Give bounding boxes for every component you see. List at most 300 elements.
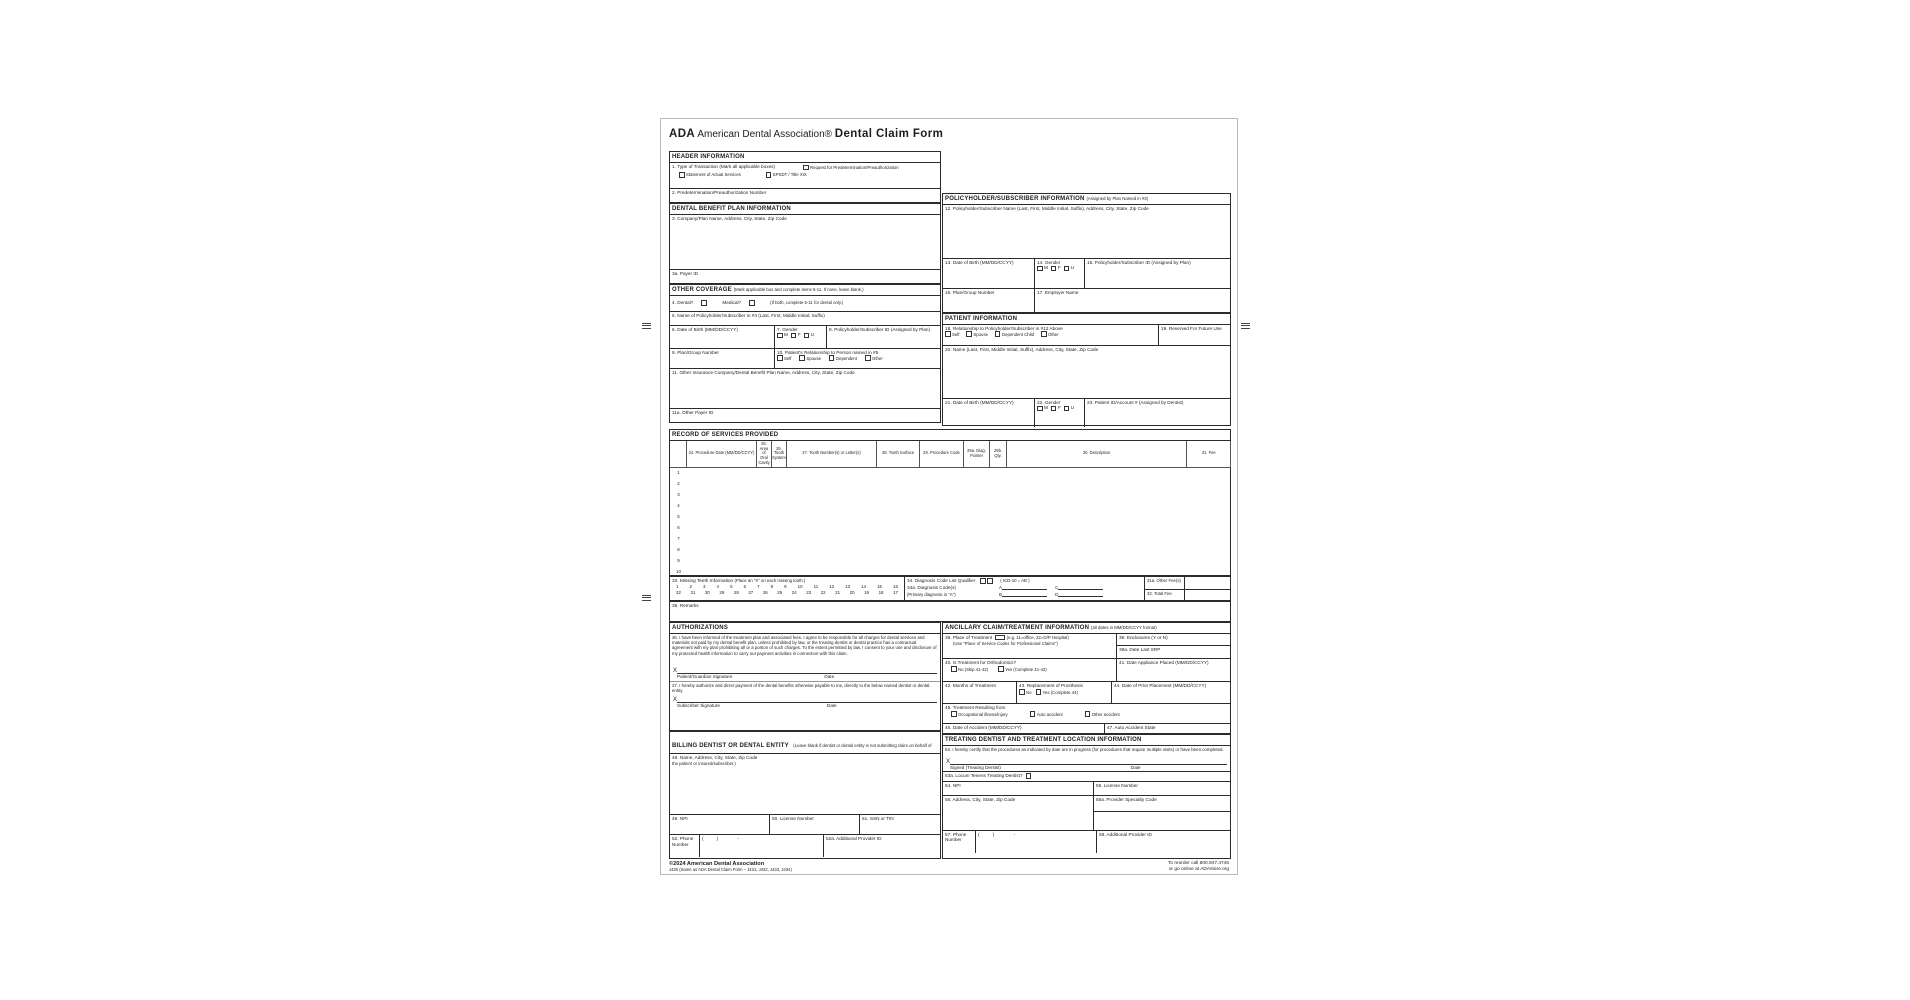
section-note: (Mark applicable box and complete items 5-11. If none, leave blank.): [733, 286, 864, 292]
cell-diag-pointer[interactable]: [964, 556, 990, 567]
section-policyholder: [942, 193, 1231, 313]
cell-procedure-code[interactable]: [920, 534, 964, 545]
cell-oral-cavity[interactable]: [757, 556, 772, 567]
cell-oral-cavity[interactable]: [757, 468, 772, 479]
cell-tooth-system[interactable]: [772, 501, 787, 512]
field47-label: 47. Auto Accident State: [1107, 724, 1156, 730]
checkbox-other-accident[interactable]: [1085, 711, 1091, 717]
cell-description[interactable]: [1007, 468, 1187, 479]
checkbox-rel-spouse[interactable]: [799, 355, 805, 361]
cell-procedure-code[interactable]: [920, 512, 964, 523]
subscriber-signature-label: Subscriber Signature: [677, 702, 720, 708]
checkbox-rel-dependent[interactable]: [829, 355, 835, 361]
field8-label: 8. Policyholder/Subscriber ID (Assigned by Plan): [829, 326, 931, 332]
cell-description[interactable]: [1007, 545, 1187, 556]
field11a-label: 11a. Other Payer ID: [672, 409, 714, 415]
prosthesis-no-label: No: [1026, 689, 1032, 695]
field58-additional-provider-id[interactable]: [1097, 831, 1230, 853]
field51-ssn-tin[interactable]: [860, 815, 896, 834]
cell-procedure-date[interactable]: [687, 545, 757, 556]
cell-qty[interactable]: [990, 512, 1007, 523]
field1-label: 1. Type of Transaction (Mark all applicable boxes): [672, 163, 776, 169]
field20-patient-name[interactable]: [943, 345, 1230, 398]
field38-use-note: (Use "Place of Service Codes for Professional Claims"): [953, 641, 1058, 647]
date-label: Date: [1130, 764, 1141, 770]
cell-procedure-code[interactable]: [920, 468, 964, 479]
cell-procedure-code[interactable]: [920, 556, 964, 567]
cell-procedure-code[interactable]: [920, 501, 964, 512]
field34a-note: (Primary diagnosis in "A"): [907, 591, 956, 597]
col-25: 25. Area of Oral Cavity: [757, 441, 772, 468]
cell-tooth-system[interactable]: [772, 545, 787, 556]
section-note: (Assigned by Plan Named in #3): [1086, 195, 1149, 201]
cell-qty[interactable]: [990, 468, 1007, 479]
rel-dependent-child-label: Dependent Child: [1001, 331, 1034, 337]
cell-tooth-system[interactable]: [772, 512, 787, 523]
service-row-number: 10: [676, 568, 681, 574]
cell-tooth-surface[interactable]: [877, 523, 920, 534]
gender-m-label: M: [1044, 405, 1048, 411]
checkbox-ortho-yes[interactable]: [998, 666, 1004, 672]
checkbox-predetermination-label: Request for Predetermination/Preauthorization: [810, 164, 899, 170]
field55-label: 55. License Number: [1096, 782, 1138, 788]
cell-tooth-number[interactable]: [787, 512, 877, 523]
section-title: [670, 285, 940, 296]
tooth-number[interactable]: 15: [877, 583, 882, 589]
diag-line-b[interactable]: [1002, 592, 1047, 597]
field43-replacement: [1017, 682, 1112, 703]
cell-fee[interactable]: [1187, 556, 1231, 567]
tooth-number[interactable]: 4: [716, 583, 719, 589]
registration-mark: [642, 322, 651, 330]
checkbox-gender-f[interactable]: [791, 333, 797, 339]
reorder-url: or go online at ADAstore.org: [1168, 867, 1229, 873]
field53a-locum-tenens: [943, 772, 1230, 782]
field23-label: 23. Patient ID/Account # (Assigned by Dentist): [1087, 399, 1184, 405]
treating-signature-label: Signed (Treating Dentist): [950, 764, 1001, 770]
cell-procedure-date[interactable]: [687, 479, 757, 490]
gender-u-label: U: [1070, 265, 1075, 271]
registration-mark: [642, 594, 651, 602]
checkbox-gender-f[interactable]: [1051, 266, 1057, 272]
tooth-number[interactable]: 30: [704, 590, 710, 596]
cell-tooth-surface[interactable]: [877, 512, 920, 523]
section-title-text: ANCILLARY CLAIM/TREATMENT INFORMATION: [945, 624, 1090, 631]
tooth-number[interactable]: 12: [829, 583, 835, 589]
tooth-number[interactable]: 23: [806, 590, 812, 596]
checkbox-rel-other[interactable]: [865, 355, 871, 361]
cell-procedure-code[interactable]: [920, 545, 964, 556]
field37-text: 37. I hereby authorize and direct payment of the dental benefits otherwise payable to me, directly to the below named dentist or dental entity.: [670, 681, 940, 695]
tooth-number[interactable]: 1: [676, 583, 679, 589]
cell-fee[interactable]: [1187, 501, 1231, 512]
cell-oral-cavity[interactable]: [757, 534, 772, 545]
checkbox-gender-u[interactable]: [1064, 266, 1070, 272]
checkbox-actual-services-label: Statement of Actual Services: [686, 172, 741, 178]
field21-date-of-birth[interactable]: [943, 399, 1035, 427]
checkbox-occupational[interactable]: [951, 711, 957, 717]
cell-diag-pointer[interactable]: [964, 512, 990, 523]
field52-label: 52. Phone Number: [670, 835, 700, 857]
field56a-label: 56a. Provider Specialty Code: [1096, 796, 1157, 802]
field13-label: 13. Date of Birth (MM/DD/CCYY): [945, 259, 1014, 265]
field35-label: 35. Remarks: [672, 603, 699, 608]
field15-subscriber-id[interactable]: [1085, 259, 1193, 288]
field5-policyholder-name[interactable]: [670, 311, 940, 325]
cell-description[interactable]: [1007, 534, 1187, 545]
cell-oral-cavity[interactable]: [757, 479, 772, 490]
cell-tooth-number[interactable]: [787, 523, 877, 534]
tooth-number[interactable]: 6: [743, 583, 747, 589]
cell-qty[interactable]: [990, 534, 1007, 545]
cell-tooth-system[interactable]: [772, 490, 787, 501]
field54-label: 54. NPI: [945, 782, 961, 788]
tooth-number[interactable]: 24: [791, 590, 797, 596]
col-28: 28. Tooth Surface: [877, 441, 920, 468]
field38-box[interactable]: [995, 635, 1005, 641]
ada-logo: ADA: [669, 128, 696, 140]
field52-phone-number[interactable]: ( ) -: [700, 835, 824, 857]
cell-qty[interactable]: [990, 490, 1007, 501]
cell-procedure-code[interactable]: [920, 523, 964, 534]
tooth-number[interactable]: 32: [676, 590, 681, 596]
field3-label: 3. Company/Plan Name, Address, City, State, Zip Code: [672, 215, 787, 221]
checkbox-rel-dependent-child[interactable]: [995, 331, 1001, 337]
rel-spouse-label: Spouse: [973, 331, 988, 337]
checkbox-rel-spouse[interactable]: [966, 331, 972, 337]
checkbox-locum-tenens[interactable]: [1026, 773, 1032, 779]
cell-tooth-system[interactable]: [772, 534, 787, 545]
field11a-other-payer-id[interactable]: [670, 408, 940, 424]
checkbox-actual-services[interactable]: [679, 172, 685, 178]
field17-employer-name[interactable]: [1035, 289, 1080, 314]
field19-reserved: [1159, 325, 1224, 345]
checkbox-prosthesis-no[interactable]: [1019, 689, 1025, 695]
checkbox-predetermination[interactable]: [803, 165, 809, 171]
field34-label: 34. Diagnosis Code List Qualifier: [907, 578, 976, 583]
cell-fee[interactable]: [1187, 545, 1231, 556]
cell-qty[interactable]: [990, 545, 1007, 556]
cell-diag-pointer[interactable]: [964, 501, 990, 512]
field2-label: 2. Predetermination/Preauthorization Number: [672, 189, 767, 195]
form-code: J430 (Same as ADA Dental Claim Form – J431, J432, J433, J434): [669, 867, 792, 872]
field52a-label: 52a. Additional Provider ID: [826, 836, 882, 841]
field56-address[interactable]: [943, 796, 1094, 830]
section-authorizations: [669, 622, 941, 731]
cell-tooth-surface[interactable]: [877, 556, 920, 567]
cell-tooth-surface[interactable]: [877, 490, 920, 501]
tooth-number[interactable]: 28: [733, 590, 739, 596]
field17-label: 17. Employer Name: [1037, 289, 1079, 295]
field18-relationship: [943, 325, 1159, 345]
cell-tooth-surface[interactable]: [877, 501, 920, 512]
cell-fee[interactable]: [1187, 512, 1231, 523]
diag-line-d[interactable]: [1058, 592, 1103, 597]
cell-diag-pointer[interactable]: [964, 545, 990, 556]
tooth-number[interactable]: 14: [861, 583, 867, 589]
cell-procedure-code[interactable]: [920, 490, 964, 501]
cell-procedure-date[interactable]: [687, 490, 757, 501]
tooth-number[interactable]: 8: [770, 583, 774, 589]
checkbox-rel-self[interactable]: [777, 355, 783, 361]
tooth-number[interactable]: 31: [690, 590, 696, 596]
tooth-number[interactable]: 10: [797, 583, 803, 589]
cell-tooth-number[interactable]: [787, 545, 877, 556]
qualifier-box-1[interactable]: [980, 578, 986, 584]
section-title: HEADER INFORMATION: [670, 152, 940, 163]
field31a-other-fees[interactable]: [1185, 577, 1230, 589]
tooth-number[interactable]: 29: [719, 590, 725, 596]
field11-other-insurance[interactable]: [670, 368, 940, 408]
cell-qty[interactable]: [990, 479, 1007, 490]
rel-self-label: Self: [784, 355, 792, 361]
cell-fee[interactable]: [1187, 534, 1231, 545]
cell-procedure-date[interactable]: [687, 534, 757, 545]
field42-months-of-treatment[interactable]: [943, 682, 1017, 703]
field3a-payer-id[interactable]: [670, 269, 940, 285]
field39a-label: 39a. Date Last SRP: [1119, 646, 1161, 652]
service-row-number: 8: [677, 546, 680, 552]
gender-f-label: F: [1057, 265, 1061, 271]
checkbox-rel-other[interactable]: [1041, 331, 1047, 337]
tooth-number[interactable]: 16: [893, 583, 898, 589]
cell-tooth-surface[interactable]: [877, 468, 920, 479]
cell-description[interactable]: [1007, 490, 1187, 501]
tooth-number[interactable]: 19: [864, 590, 869, 596]
field8-subscriber-id[interactable]: [827, 326, 932, 348]
checkbox-gender-m[interactable]: [1037, 406, 1043, 412]
field15-label: 15. Policyholder/Subscriber ID (Assigned by Plan): [1087, 259, 1191, 265]
field9-plan-group-number[interactable]: [670, 349, 775, 368]
cell-procedure-code[interactable]: [920, 479, 964, 490]
checkbox-gender-f[interactable]: [1051, 406, 1057, 412]
cell-tooth-number[interactable]: [787, 490, 877, 501]
tooth-number[interactable]: 25: [777, 590, 783, 596]
other-accident-label: Other accident: [1091, 711, 1120, 717]
cell-fee[interactable]: [1187, 468, 1231, 479]
cell-tooth-number[interactable]: [787, 468, 877, 479]
cell-diag-pointer[interactable]: [964, 468, 990, 479]
field33-note: (Place an "X" on each missing tooth.): [734, 578, 806, 583]
field52a-additional-provider-id[interactable]: [824, 835, 884, 857]
tooth-number[interactable]: 22: [820, 590, 826, 596]
teeth-lower-row: [670, 590, 904, 596]
checkbox-auto-accident[interactable]: [1030, 711, 1036, 717]
checkbox-gender-u[interactable]: [804, 333, 810, 339]
qualifier-box-2[interactable]: [987, 578, 993, 584]
field49-npi[interactable]: [670, 815, 770, 834]
field4-medical-label: Medical?: [722, 300, 742, 306]
field6-date-of-birth[interactable]: [670, 326, 775, 348]
field38-eg-note: (e.g. 11=office, 22=O/P Hospital): [1006, 634, 1069, 640]
cell-diag-pointer[interactable]: [964, 479, 990, 490]
cell-tooth-surface[interactable]: [877, 534, 920, 545]
field16-label: 16. Plan/Group Number: [945, 289, 995, 295]
tooth-number[interactable]: 2: [689, 583, 692, 589]
section-title: [943, 194, 1230, 205]
cell-fee[interactable]: [1187, 490, 1231, 501]
tooth-number[interactable]: 3: [703, 583, 706, 589]
occupational-label: Occupational illness/injury: [958, 711, 1008, 717]
tooth-number[interactable]: 21: [835, 590, 841, 596]
cell-tooth-system[interactable]: [772, 523, 787, 534]
field39-enclosures[interactable]: [1117, 634, 1230, 646]
field39a-date-last-srp[interactable]: [1117, 646, 1230, 654]
cell-tooth-number[interactable]: [787, 556, 877, 567]
cell-tooth-system[interactable]: [772, 468, 787, 479]
cell-oral-cavity[interactable]: [757, 501, 772, 512]
field14-gender: [1035, 259, 1085, 288]
cell-oral-cavity[interactable]: [757, 490, 772, 501]
col-rownum: [670, 441, 687, 468]
checkbox-epsdt[interactable]: [766, 172, 772, 178]
service-row-number: 5: [677, 513, 680, 519]
cell-tooth-system[interactable]: [772, 556, 787, 567]
field50-license[interactable]: [770, 815, 860, 834]
field3-company-plan[interactable]: [670, 215, 940, 269]
field12-label: 12. Policyholder/Subscriber Name (Last, First, Middle Initial, Suffix), Address, City, State, Zip Code: [945, 205, 1149, 211]
diag-line-a[interactable]: [1002, 585, 1047, 590]
field54-npi[interactable]: [943, 782, 1094, 795]
cell-oral-cavity[interactable]: [757, 512, 772, 523]
cell-oral-cavity[interactable]: [757, 545, 772, 556]
form-title: [669, 128, 943, 140]
cell-description[interactable]: [1007, 523, 1187, 534]
section-title: RECORD OF SERVICES PROVIDED: [670, 430, 1230, 441]
field57-label: 57. Phone Number: [943, 831, 976, 853]
tooth-number[interactable]: 27: [748, 590, 754, 596]
field49-label: 49. NPI: [672, 816, 688, 821]
field13-date-of-birth[interactable]: [943, 259, 1035, 288]
checkbox-epsdt-label: EPSDT / Title XIX: [772, 172, 807, 178]
diag-letter-b: B: [999, 591, 1003, 597]
cell-oral-cavity[interactable]: [757, 523, 772, 534]
col-26: 26. Tooth System: [772, 441, 787, 468]
field16-plan-group-number[interactable]: [943, 289, 1035, 314]
tooth-number[interactable]: 9: [784, 583, 787, 589]
field32-total-fee[interactable]: [1185, 590, 1230, 601]
tooth-number[interactable]: 7: [757, 583, 760, 589]
checkbox-dental[interactable]: [701, 300, 707, 306]
checkbox-prosthesis-yes[interactable]: [1036, 689, 1042, 695]
section-note: (Leave blank if dentist or dental entity is not submitting claim on behalf of the patient or insured/subscriber.): [672, 742, 932, 766]
checkbox-gender-m[interactable]: [1037, 266, 1043, 272]
cell-description[interactable]: [1007, 501, 1187, 512]
field19-label: 19. Reserved For Future Use: [1161, 325, 1222, 331]
field41-date-appliance-placed[interactable]: [1117, 659, 1230, 681]
diag-letter-c: C: [1055, 584, 1059, 590]
field57-phone-number[interactable]: ( ) -: [976, 831, 1097, 853]
tooth-number[interactable]: 18: [878, 590, 884, 596]
cell-procedure-date[interactable]: [687, 501, 757, 512]
cell-procedure-date[interactable]: [687, 556, 757, 567]
cell-description[interactable]: [1007, 556, 1187, 567]
tooth-number[interactable]: 5: [730, 583, 733, 589]
dental-claim-form-page: [660, 118, 1238, 875]
col-27: 27. Tooth Number(s) or Letter(s): [787, 441, 877, 468]
checkbox-gender-m[interactable]: [777, 333, 783, 339]
cell-procedure-date[interactable]: [687, 512, 757, 523]
service-row-number: 9: [677, 557, 680, 563]
cell-description[interactable]: [1007, 479, 1187, 490]
service-row-number: 6: [677, 524, 680, 530]
field56a-provider-specialty[interactable]: [1094, 796, 1230, 812]
cell-qty[interactable]: [990, 523, 1007, 534]
tooth-number[interactable]: 20: [849, 590, 855, 596]
cell-fee[interactable]: [1187, 479, 1231, 490]
field42-label: 42. Months of Treatment: [945, 682, 996, 688]
field46-label: 46. Date of Accident (MM/DD/CCYY): [945, 724, 1022, 730]
tooth-number[interactable]: 26: [762, 590, 768, 596]
services-table-body: [670, 468, 1230, 578]
cell-procedure-date[interactable]: [687, 523, 757, 534]
checkbox-gender-u[interactable]: [1064, 406, 1070, 412]
field23-patient-id[interactable]: [1085, 399, 1185, 427]
field22-gender: [1035, 399, 1085, 427]
x-mark: X: [673, 696, 678, 703]
section-title-text: POLICYHOLDER/SUBSCRIBER INFORMATION: [945, 195, 1085, 202]
registration-mark: [1241, 322, 1250, 330]
field38-label: 38. Place of Treatment: [945, 634, 993, 640]
tooth-number[interactable]: 17: [893, 590, 898, 596]
cell-fee[interactable]: [1187, 523, 1231, 534]
cell-diag-pointer[interactable]: [964, 534, 990, 545]
tooth-number[interactable]: 11: [813, 583, 819, 589]
section-ancillary: [942, 622, 1231, 734]
field44-label: 44. Date of Prior Placement (MM/DD/CCYY): [1114, 682, 1207, 688]
cell-tooth-surface[interactable]: [877, 545, 920, 556]
cell-description[interactable]: [1007, 512, 1187, 523]
form-name: Dental Claim Form: [834, 128, 944, 140]
field44-date-prior-placement[interactable]: [1112, 682, 1230, 703]
field55-license[interactable]: [1094, 782, 1230, 795]
x-mark: X: [673, 667, 678, 674]
section-title: [943, 623, 1230, 634]
col-29b: 29b. Qty.: [990, 441, 1007, 468]
cell-qty[interactable]: [990, 556, 1007, 567]
field31a-label: 31a. Other Fee(s): [1145, 577, 1185, 589]
field5-label: 5. Name of Policyholder/Subscriber in #4 (Last, First, Middle Initial, Suffix): [672, 312, 825, 318]
prosthesis-yes-label: Yes (Complete 44): [1042, 689, 1078, 695]
checkbox-rel-self[interactable]: [945, 331, 951, 337]
cell-procedure-date[interactable]: [687, 468, 757, 479]
cell-tooth-surface[interactable]: [877, 479, 920, 490]
checkbox-medical[interactable]: [749, 300, 755, 306]
date-label: Date: [826, 702, 837, 708]
field14-label: 14. Gender: [1037, 259, 1061, 265]
cell-tooth-system[interactable]: [772, 479, 787, 490]
diag-line-c[interactable]: [1058, 585, 1103, 590]
field53a-label: 53a. Locum Tenens Treating Dentist?: [945, 773, 1023, 779]
ortho-yes-label: Yes (Complete 41-42): [1005, 666, 1047, 672]
cell-qty[interactable]: [990, 501, 1007, 512]
cell-diag-pointer[interactable]: [964, 490, 990, 501]
cell-diag-pointer[interactable]: [964, 523, 990, 534]
ortho-no-label: No (Skip 41-42): [958, 666, 989, 672]
tooth-number[interactable]: 13: [845, 583, 851, 589]
cell-tooth-number[interactable]: [787, 479, 877, 490]
field32-label: 32. Total Fee: [1145, 590, 1185, 601]
service-row-number: 4: [677, 502, 680, 508]
field12-policyholder-name[interactable]: [943, 205, 1230, 258]
cell-tooth-number[interactable]: [787, 534, 877, 545]
cell-tooth-number[interactable]: [787, 501, 877, 512]
field48-label: 48. Name, Address, City, State, Zip Code: [672, 755, 758, 760]
section-note: (all dates in MM/DD/CCYY format): [1091, 624, 1157, 630]
section-treating-dentist: [942, 734, 1231, 859]
checkbox-ortho-no[interactable]: [951, 666, 957, 672]
field35-remarks[interactable]: [669, 601, 1231, 622]
